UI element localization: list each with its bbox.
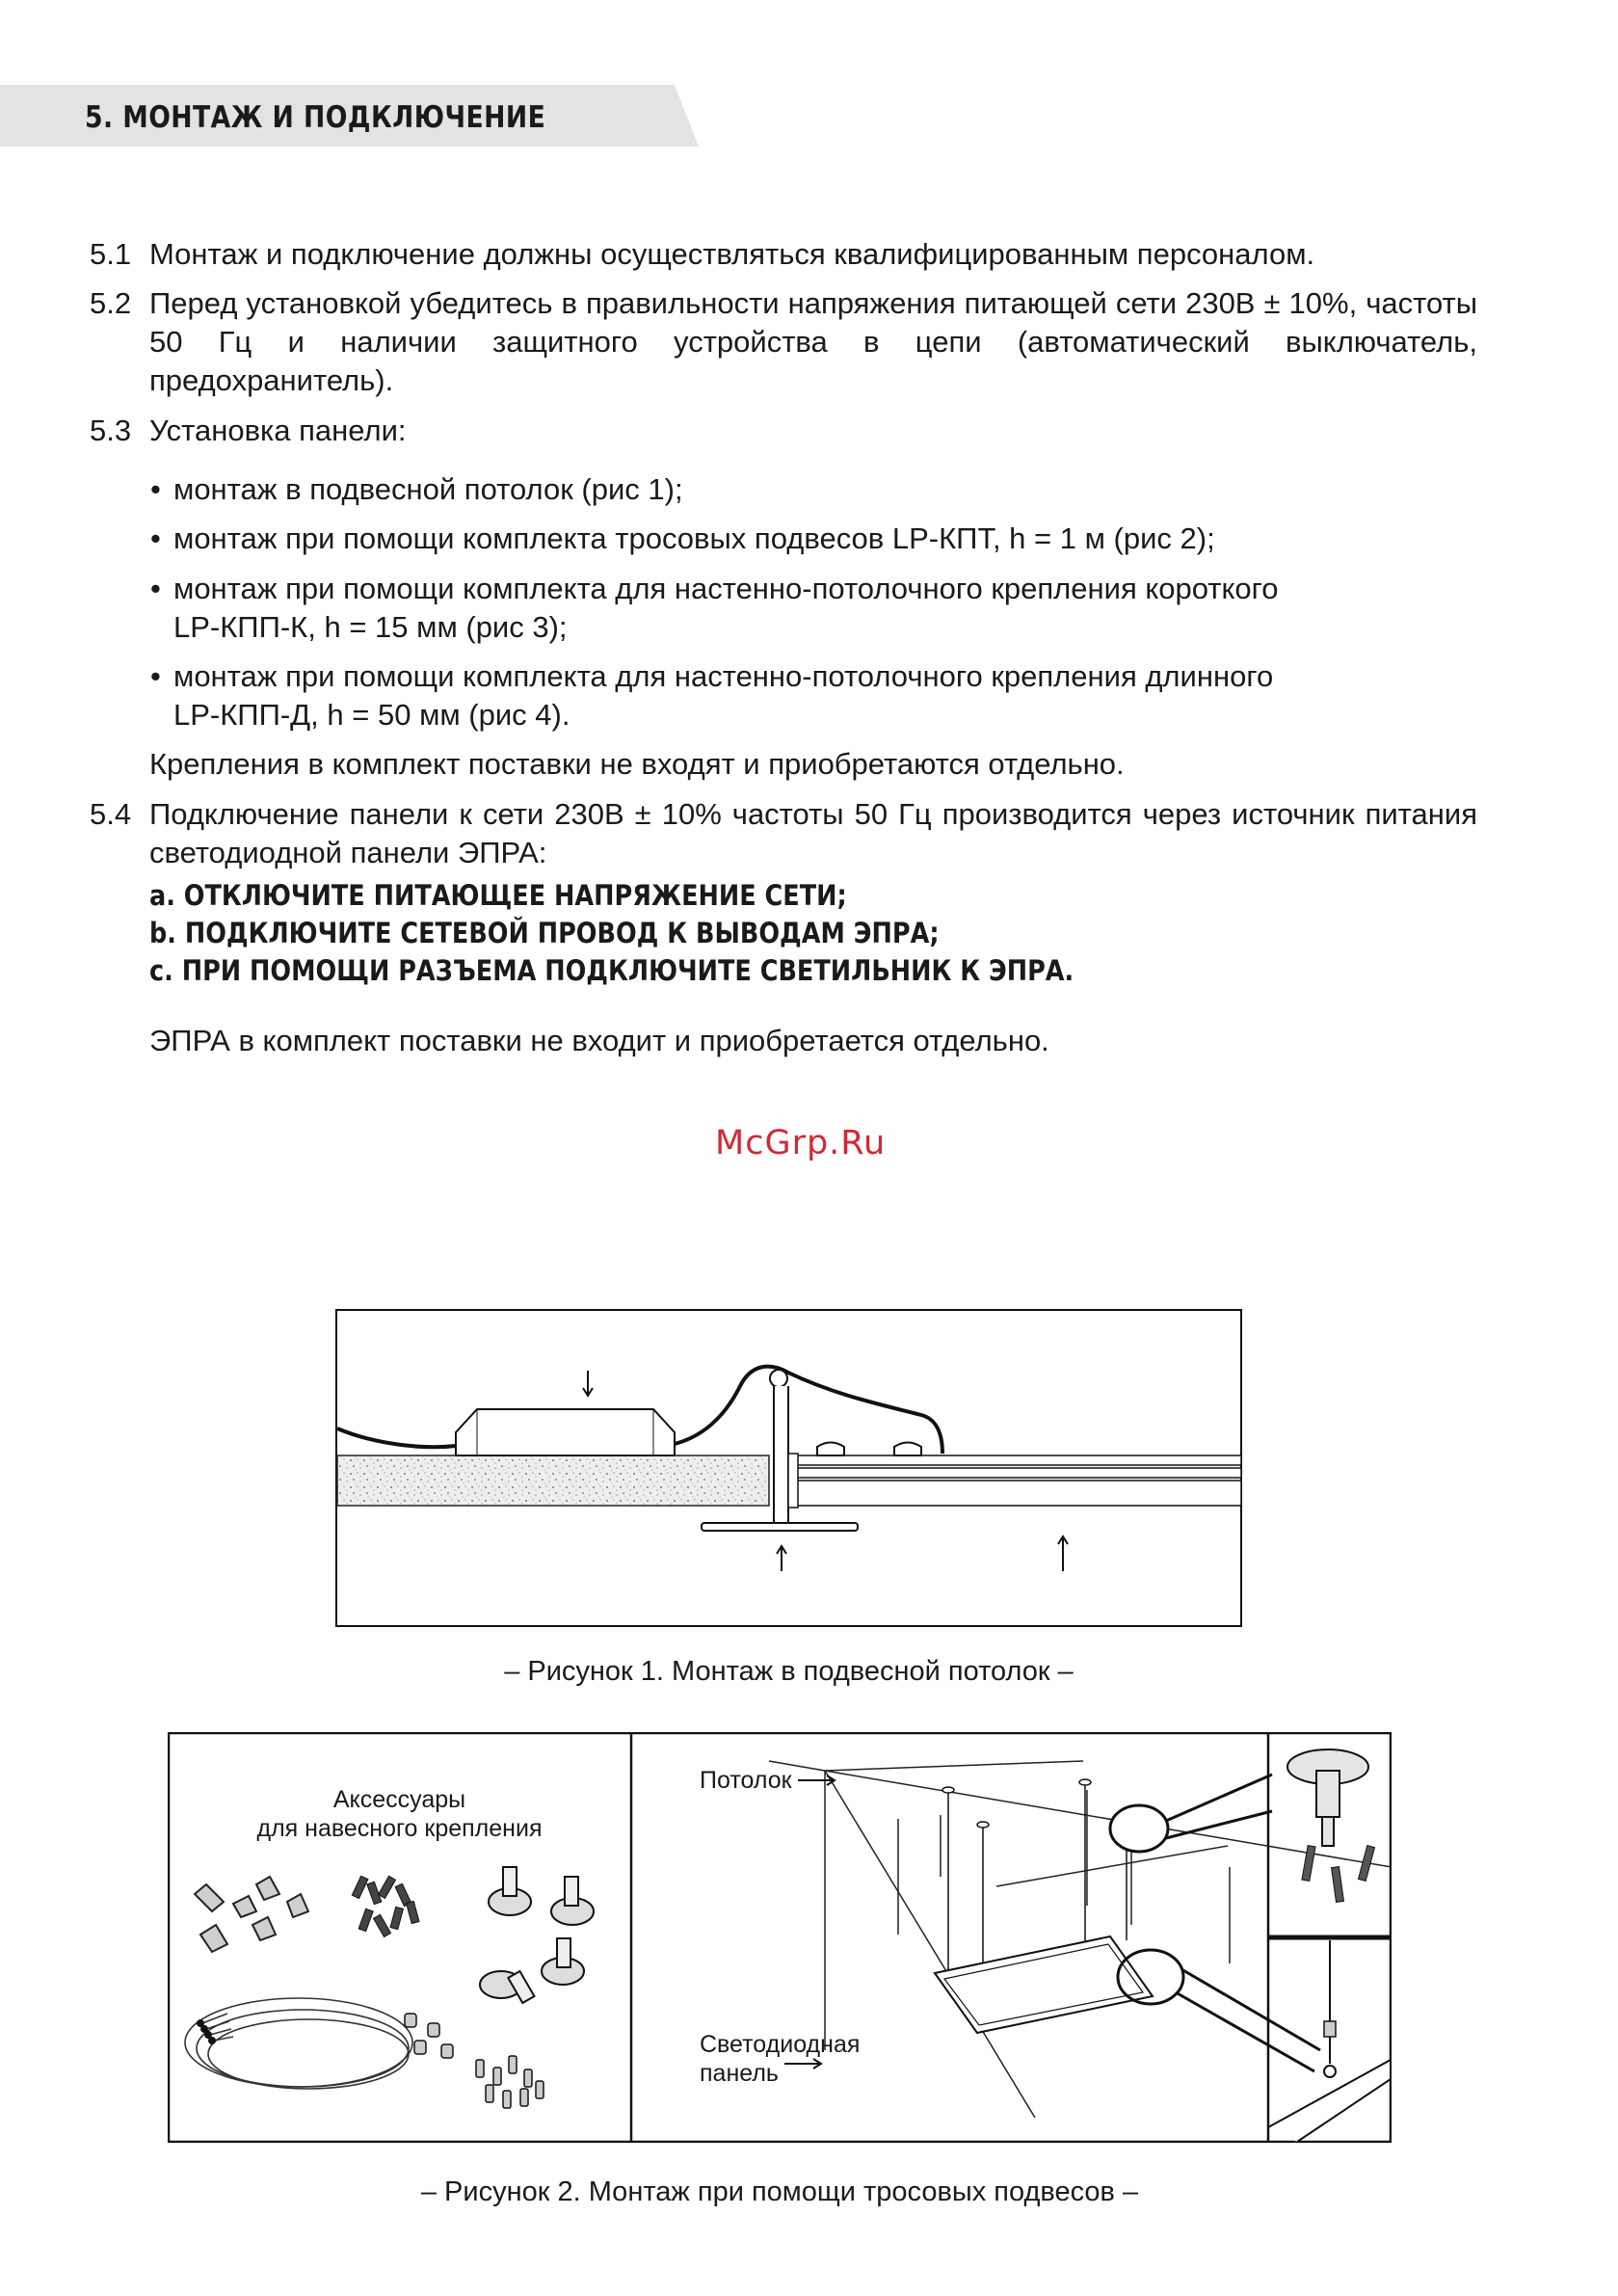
section-title: 5. МОНТАЖ И ПОДКЛЮЧЕНИЕ — [85, 100, 546, 135]
item-5-2 — [90, 284, 1477, 400]
t-bar-bulb — [770, 1370, 787, 1387]
step-c: c. ПРИ ПОМОЩИ РАЗЪЕМА ПОДКЛЮЧИТЕ СВЕТИЛЬНИК К ЭПРА. — [149, 954, 1074, 987]
driver-box — [456, 1409, 675, 1455]
step-a: a. ОТКЛЮЧИТЕ ПИТАЮЩЕЕ НАПРЯЖЕНИЕ СЕТИ; — [149, 879, 847, 912]
panel-label: Светодиодная панель — [700, 2031, 861, 2087]
item-text: Перед установкой убедитесь в правильности напряжения питающей сети 230В ± 10%, частоты 50 Гц и наличии защитного устройства в цепи (автоматический выключатель, предохранитель). — [149, 286, 1477, 397]
item-number: 5.1 — [90, 237, 132, 271]
item-5-1 — [90, 235, 1477, 274]
item-text: Установка панели: — [149, 414, 407, 447]
figure-2-caption: – Рисунок 2. Монтаж при помощи тросовых подвесов – — [420, 2176, 1139, 2207]
connection-steps — [149, 877, 1074, 990]
item-5-3 — [90, 412, 1477, 450]
item-number: 5.2 — [90, 286, 132, 320]
accessories-title: Аксессуары для навесного крепления — [256, 1786, 543, 1842]
bullet-item: • монтаж при помощи комплекта тросовых подвесов LP-КПТ, h = 1 м (рис 2); — [150, 520, 1403, 558]
screw — [894, 1443, 921, 1456]
item-number: 5.3 — [90, 414, 132, 447]
item-text: Монтаж и подключение должны осуществляться квалифицированным персоналом. — [149, 237, 1315, 271]
ceiling-label: Потолок — [700, 1767, 792, 1794]
watermark: McGrp.Ru — [715, 1124, 887, 1162]
screw — [817, 1443, 844, 1456]
figure-1-diagram — [335, 1309, 1242, 1627]
detail-circle — [1110, 1805, 1168, 1852]
bullet-text-continued: LP-КПП-К, h = 15 мм (рис 3); — [173, 610, 568, 644]
bullet-text: монтаж при помощи комплекта для настенно-потолочного крепления длинного — [173, 659, 1274, 693]
bullet-item: • монтаж в подвесной потолок (рис 1); — [150, 470, 1403, 509]
bullet-text: монтаж при помощи комплекта тросовых подвесов LP-КПТ, h = 1 м (рис 2); — [173, 521, 1215, 555]
item-text: Подключение панели к сети 230В ± 10% частоты 50 Гц производится через источник питания светодиодной панели ЭПРА: — [149, 797, 1477, 869]
step-b: b. ПОДКЛЮЧИТЕ СЕТЕВОЙ ПРОВОД К ВЫВОДАМ ЭПРА; — [149, 917, 940, 949]
bullet-text-continued: LP-КПП-Д, h = 50 мм (рис 4). — [173, 698, 570, 732]
wire-clamp — [1324, 2021, 1336, 2037]
ceiling-tile — [337, 1455, 769, 1506]
bullet-item: • монтаж при помощи комплекта для настенно-потолочного крепления короткого LP-КПП-К, h = 15 мм (рис 3); — [150, 570, 1403, 647]
led-panel — [796, 1455, 1241, 1465]
bullet-text: монтаж в подвесной потолок (рис 1); — [173, 472, 683, 506]
item-number: 5.4 — [90, 797, 132, 831]
figure-1-caption: – Рисунок 1. Монтаж в подвесной потолок – — [504, 1656, 1074, 1687]
driver-note: ЭПРА в комплект поставки не входит и приобретается отдельно. — [149, 1024, 1049, 1057]
mounts-note: Крепления в комплект поставки не входят и приобретаются отдельно. — [149, 747, 1125, 781]
t-bar — [774, 1386, 788, 1523]
item-5-4 — [90, 795, 1477, 872]
bullet-item: • монтаж при помощи комплекта для настенно-потолочного крепления длинного LP-КПП-Д, h = 50 мм (рис 4). — [150, 657, 1403, 734]
bullet-text: монтаж при помощи комплекта для настенно-потолочного крепления короткого — [173, 572, 1279, 605]
t-bar-flange — [702, 1523, 858, 1531]
